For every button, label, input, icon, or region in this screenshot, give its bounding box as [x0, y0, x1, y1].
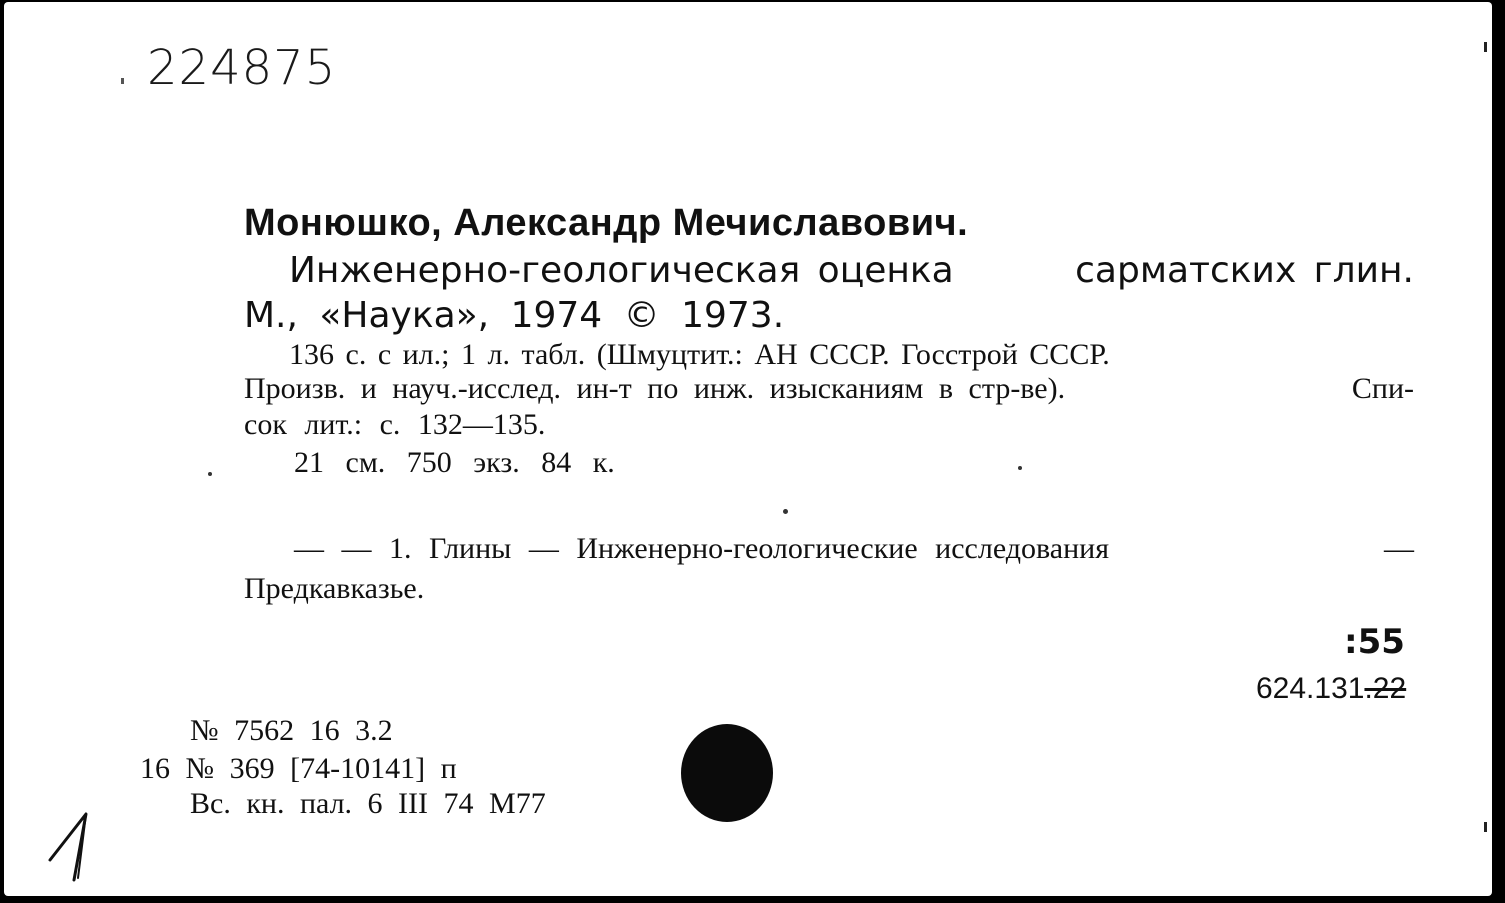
registry-line-2: 16 № 369 [74-10141] п: [140, 752, 457, 785]
handwritten-classification: :55: [1344, 622, 1405, 662]
edge-mark: [1484, 822, 1487, 832]
description-line-3: сок лит.: с. 132—135.: [244, 408, 546, 441]
description-line-2-start: Произв. и науч.-исслед. ин-т по инж. изысканиям в стр-ве).: [244, 372, 1066, 405]
registry-line-1: № 7562 16 3.2: [190, 714, 393, 747]
title-line-2: М., «Наука», 1974 © 1973.: [244, 295, 785, 336]
description-line-1: 136 с. с ил.; 1 л. табл. (Шмуцтит.: АН СССР. Госстрой СССР.: [289, 338, 1110, 371]
ink-blot: [681, 724, 773, 822]
subject-line-2: Предкавказье.: [244, 572, 425, 605]
subject-line-1-start: — — 1. Глины — Инженерно-геологические исследования: [294, 532, 1110, 565]
handwritten-mark-one: [44, 808, 104, 884]
subject-line-1: [294, 532, 1414, 566]
title-line-1-end: сарматских глин.: [1075, 250, 1414, 291]
title-line-1: [289, 250, 1414, 291]
author-heading: Монюшко, Александр Мечиславович.: [244, 202, 969, 244]
speck: [208, 472, 212, 476]
speck: [783, 509, 788, 514]
title-line-1-start: Инженерно-геологическая оценка: [289, 250, 954, 291]
udc-struck: .22: [1364, 672, 1407, 705]
description-line-2-end: Спи-: [1351, 372, 1414, 405]
subject-line-1-end: —: [1384, 532, 1414, 565]
description-line-2: [244, 372, 1414, 406]
description-line-4: 21 см. 750 экз. 84 к.: [294, 446, 615, 479]
speck: [1018, 466, 1022, 470]
speck: [121, 78, 124, 84]
edge-mark: [1484, 42, 1487, 52]
accession-number: 224875: [147, 40, 337, 96]
udc-prefix: 624.131: [1256, 672, 1365, 705]
registry-line-3: Вс. кн. пал. 6 III 74 М77: [190, 787, 546, 820]
catalog-card: [4, 2, 1492, 896]
udc-index: [1256, 672, 1406, 706]
